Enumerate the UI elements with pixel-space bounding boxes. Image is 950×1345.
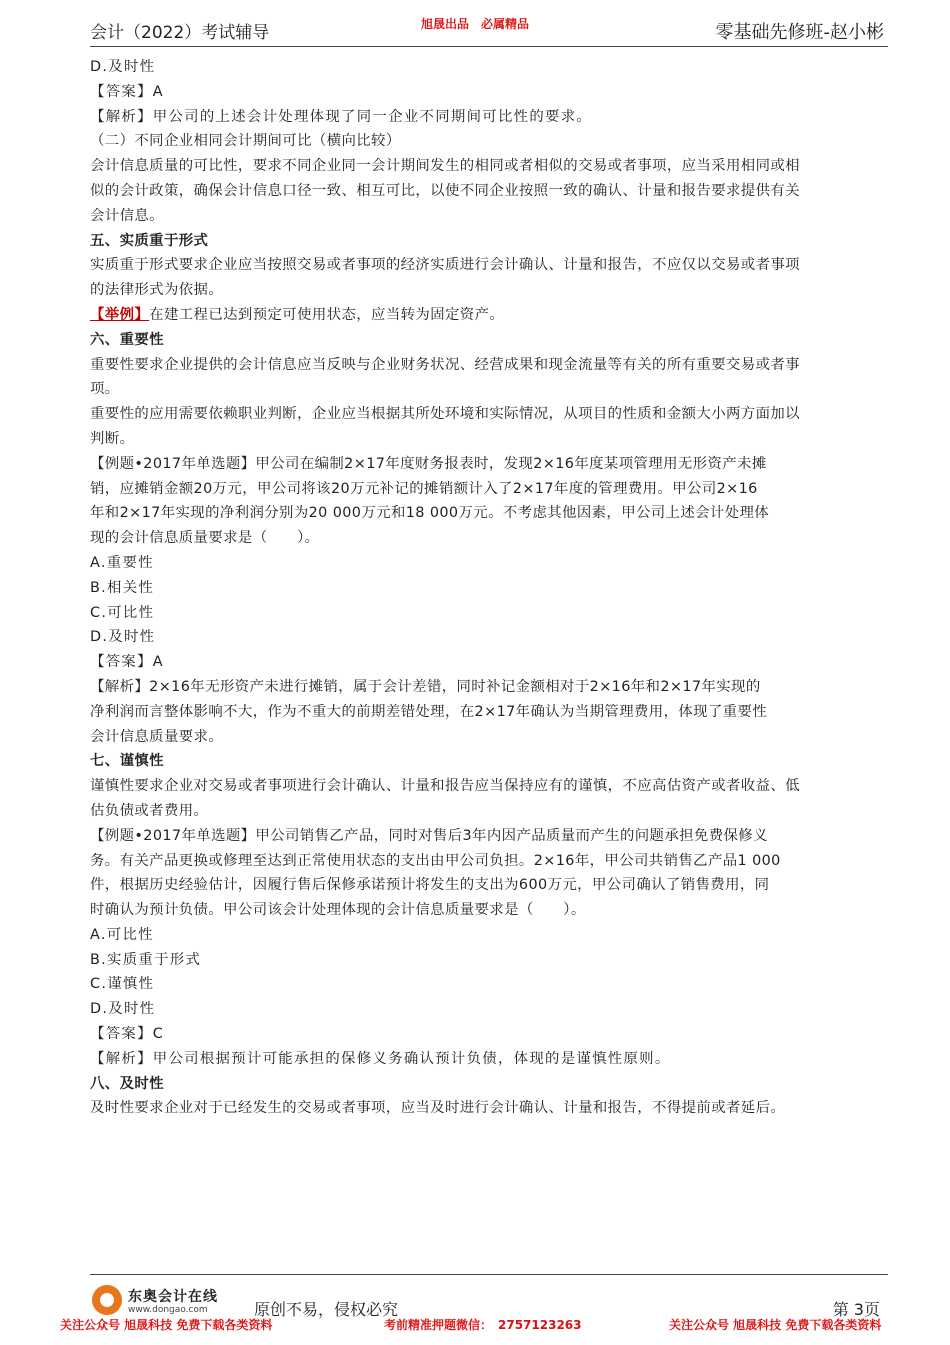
paragraph-line: 项。 [90, 381, 120, 398]
question-line: 【例题•2017年单选题】甲公司在编制2×17年度财务报表时，发现2×16年度某项管理用无形资产未摊 [90, 455, 767, 472]
paragraph-line: 会计信息质量的可比性，要求不同企业同一会计期间发生的相同或者相似的交易或者事项，应当采用相同或相 [90, 158, 800, 175]
header-watermark: 旭晟出品 必属精品 [421, 17, 530, 31]
option-line: D.及时性 [90, 59, 156, 75]
paragraph-line: 估负债或者费用。 [90, 802, 209, 819]
analysis-line: 【解析】甲公司根据预计可能承担的保修义务确认预计负债，体现的是谨慎性原则。 [90, 1050, 671, 1067]
footer-slogan: 原创不易，侵权必究 [254, 1300, 399, 1319]
question-line: 年和2×17年实现的净利润分别为20 000万元和18 000万元。不考虑其他因素，甲公司上述会计处理体 [90, 505, 770, 522]
page-footer [90, 1274, 888, 1345]
question-line: 时确认为预计负债。甲公司该会计处理体现的会计信息质量要求是（ ）。 [90, 902, 586, 919]
header-course-title: 会计（2022）考试辅导 [90, 23, 270, 43]
section-heading-materiality: 六、重要性 [90, 331, 164, 348]
question-line: 件，根据历史经验估计，因履行售后保修承诺预计将发生的支出为600万元，甲公司确认了销售费用，同 [90, 877, 770, 894]
answer-line: 【答案】A [90, 83, 164, 100]
paragraph-line: 似的会计政策，确保会计信息口径一致、相互可比，以使不同企业按照一致的确认、计量和报告要求提供有关 [90, 182, 800, 199]
subheading: （二）不同企业相同会计期间可比（横向比较） [90, 133, 401, 150]
logo-name: 东奥会计在线 [128, 1289, 218, 1305]
option-line: A.可比性 [90, 926, 154, 943]
dongao-logo [90, 1281, 250, 1321]
analysis-line: 【解析】甲公司的上述会计处理体现了同一企业不同期间可比性的要求。 [90, 108, 593, 125]
page-header [90, 10, 888, 47]
paragraph-line: 实质重于形式要求企业应当按照交易或者事项的经济实质进行会计确认、计量和报告，不应仅以交易或者事项 [90, 257, 800, 274]
option-line: D.及时性 [90, 629, 156, 646]
promo-right: 关注公众号 旭晟科技 免费下载各类资料 [669, 1318, 882, 1332]
header-class-name: 零基础先修班-赵小彬 [715, 22, 884, 43]
example-text: 在建工程已达到预定可使用状态，应当转为固定资产。 [149, 306, 505, 323]
section-heading-prudence: 七、谨慎性 [90, 753, 164, 770]
paragraph-line: 判断。 [90, 430, 135, 447]
option-line: C.谨慎性 [90, 976, 155, 993]
option-line: A.重要性 [90, 554, 154, 571]
paragraph-line: 会计信息。 [90, 207, 164, 224]
document-body [90, 55, 896, 1121]
question-line: 【例题•2017年单选题】甲公司销售乙产品，同时对售后3年内因产品质量而产生的问题承担免费保修义 [90, 827, 768, 844]
option-line: D.及时性 [90, 1001, 156, 1018]
option-line: B.相关性 [90, 579, 155, 596]
analysis-line: 净利润而言整体影响不大，作为不重大的前期差错处理，在2×17年确认为当期管理费用，体现了重要性 [90, 703, 768, 720]
paragraph-line: 重要性的应用需要依赖职业判断，企业应当根据其所处环境和实际情况，从项目的性质和金额大小两方面加以 [90, 406, 800, 423]
paragraph-line: 谨慎性要求企业对交易或者事项进行会计确认、计量和报告应当保持应有的谨慎，不应高估资产或者收益、低 [90, 778, 800, 795]
section-heading-timeliness: 八、及时性 [90, 1075, 164, 1092]
section-heading-substance: 五、实质重于形式 [90, 232, 209, 249]
example-tag: 【举例】 [90, 306, 150, 323]
analysis-line: 会计信息质量要求。 [90, 728, 224, 745]
option-line: C.可比性 [90, 604, 155, 621]
answer-line: 【答案】C [90, 1026, 165, 1043]
paragraph-line: 的法律形式为依据。 [90, 282, 224, 299]
page-number: 第 3页 [832, 1300, 880, 1319]
option-line: B.实质重于形式 [90, 951, 202, 968]
logo-icon [92, 1285, 122, 1315]
question-line: 销，应摊销金额20万元，甲公司将该20万元补记的摊销额计入了2×17年度的管理费用。甲公司2×16 [90, 480, 758, 497]
question-line: 务。有关产品更换或修理至达到正常使用状态的支出由甲公司负担。2×16年，甲公司共销售乙产品1 000 [90, 852, 781, 869]
promo-left: 关注公众号 旭晟科技 免费下载各类资料 [60, 1318, 273, 1332]
promo-center: 考前精准押题微信： 2757123263 [384, 1318, 582, 1332]
example-line [90, 303, 896, 328]
logo-url: www.dongao.com [128, 1305, 208, 1315]
answer-line: 【答案】A [90, 654, 164, 671]
paragraph-line: 重要性要求企业提供的会计信息应当反映与企业财务状况、经营成果和现金流量等有关的所有重要交易或者事 [90, 356, 800, 373]
question-line: 现的会计信息质量要求是（ ）。 [90, 530, 320, 547]
paragraph-line: 及时性要求企业对于已经发生的交易或者事项，应当及时进行会计确认、计量和报告，不得提前或者延后。 [90, 1100, 786, 1117]
analysis-line: 【解析】2×16年无形资产未进行摊销，属于会计差错，同时补记金额相对于2×16年和2×17年实现的 [90, 678, 761, 695]
